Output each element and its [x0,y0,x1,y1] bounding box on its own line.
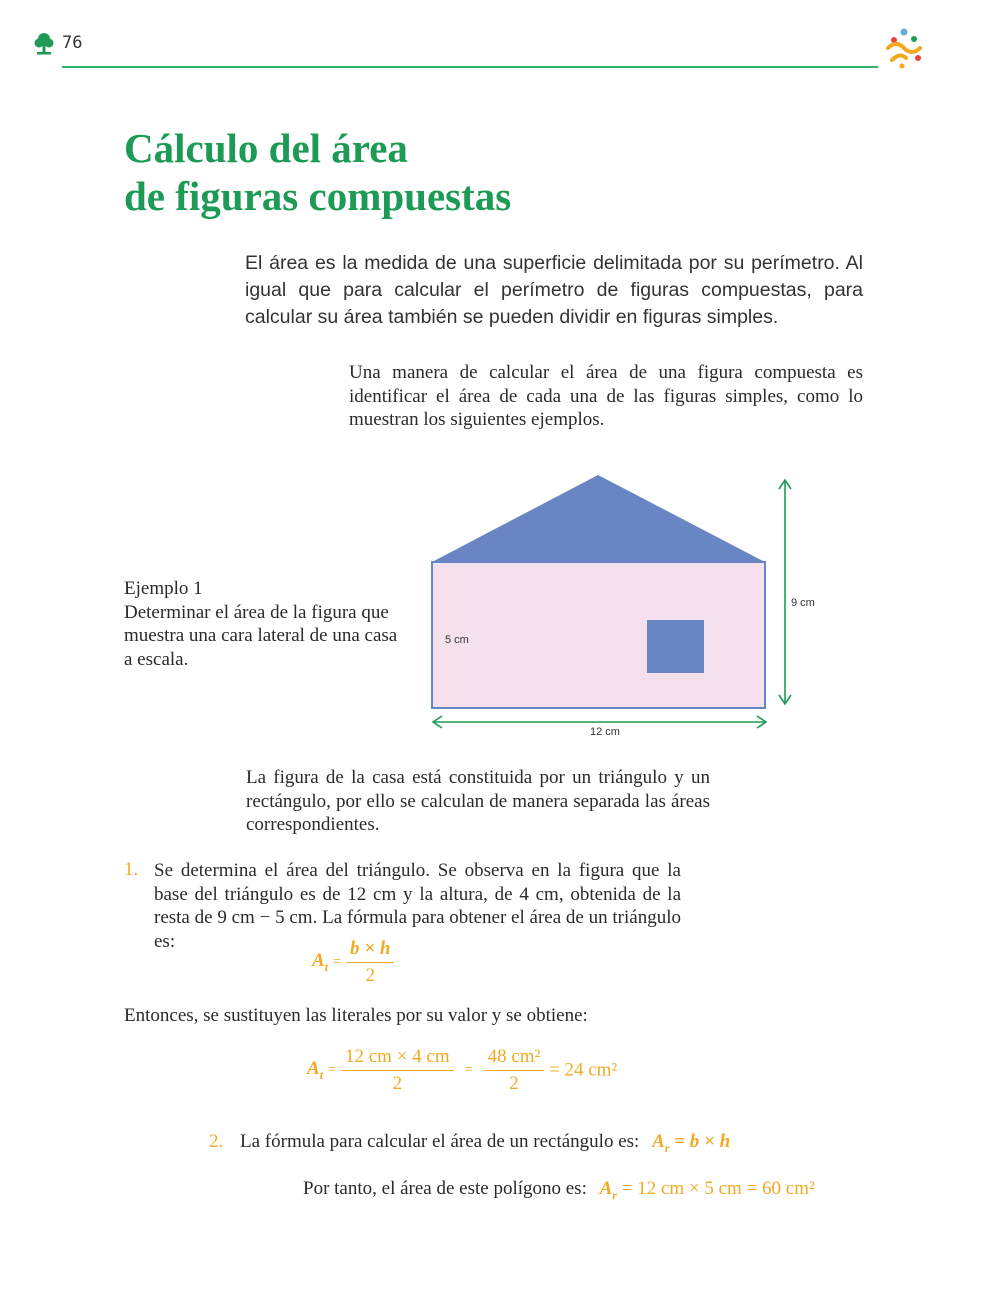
formula1-denominator: 2 [365,965,375,986]
page-title [124,124,511,220]
step2-formula: = b × h [674,1131,731,1152]
tree-icon [34,32,54,56]
header-rule [62,66,878,68]
window-square [647,620,704,673]
conclusion-lhs: A [599,1178,613,1199]
roof-triangle [432,475,765,562]
step2-line [240,1131,730,1156]
formula2-sub: t [319,1067,324,1082]
step1-number: 1. [124,859,139,880]
house-figure [420,465,840,745]
formula2-lhs: A [307,1058,320,1080]
formula-triangle-substituted [307,1046,617,1095]
title-line-2: de figuras compuestas [124,173,512,219]
page-number: 76 [62,33,83,53]
wall-rectangle [432,562,765,708]
width-label: 12 cm [590,726,620,738]
explanation-paragraph: La figura de la casa está constituida por un triángulo y un rectángulo, por ello se calculan de manera separada las áreas correspondientes. [246,767,710,835]
logo-icon [882,26,926,70]
method-paragraph: Una manera de calcular el área de una figura compuesta es identificar el área de cada una de las figuras simples, como lo muestran los siguientes ejemplos. [349,362,863,430]
formula2-numerator-1: 12 cm × 4 cm [341,1046,454,1071]
inner-label: 5 cm [445,634,469,646]
step2-number: 2. [209,1131,224,1152]
formula1-lhs: A [312,950,325,972]
formula2-eq2: = [464,1062,473,1078]
step2-text: La fórmula para calcular el área de un rectángulo es: [240,1131,640,1152]
conclusion-formula: = 12 cm × 5 cm = 60 cm² [621,1178,815,1199]
substitute-paragraph: Entonces, se sustituyen las literales por su valor y se obtiene: [124,1005,588,1026]
formula2-result: = 24 cm² [549,1059,618,1081]
conclusion-text: Por tanto, el área de este polígono es: [303,1178,587,1199]
example-block [124,577,404,671]
formula1-numerator: b × h [346,938,394,963]
formula-triangle [312,938,394,987]
formula1-sub: t [324,959,329,974]
step1-text: Se determina el área del triángulo. Se observa en la figura que la base del triángulo es de 12 cm y la altura, de 4 cm, obtenida de la resta de 9 cm − 5 cm. La fórmula para obtener el área de un triángulo es: [154,860,681,952]
step2-lhs: A [652,1131,665,1152]
height-label: 9 cm [791,597,815,609]
formula1-eq: = [332,954,342,970]
formula2-denominator-1: 2 [392,1073,403,1094]
formula2-numerator-2: 48 cm² [484,1046,545,1071]
title-line-1: Cálculo del área [124,125,408,171]
example-heading: Ejemplo 1 [124,578,203,599]
example-text: Determinar el área de la figura que muestra una cara lateral de una casa a escala. [124,601,398,670]
formula2-denominator-2: 2 [509,1073,519,1094]
formula2-eq: = [327,1062,337,1078]
conclusion-line [303,1178,815,1203]
conclusion-sub: r [612,1187,617,1202]
intro-paragraph: El área es la medida de una superficie delimitada por su perímetro. Al igual que para calcular el perímetro de figuras compuestas, para calcular su área también se pueden dividir en figuras simples. [245,252,863,328]
step2-sub: r [664,1140,670,1155]
